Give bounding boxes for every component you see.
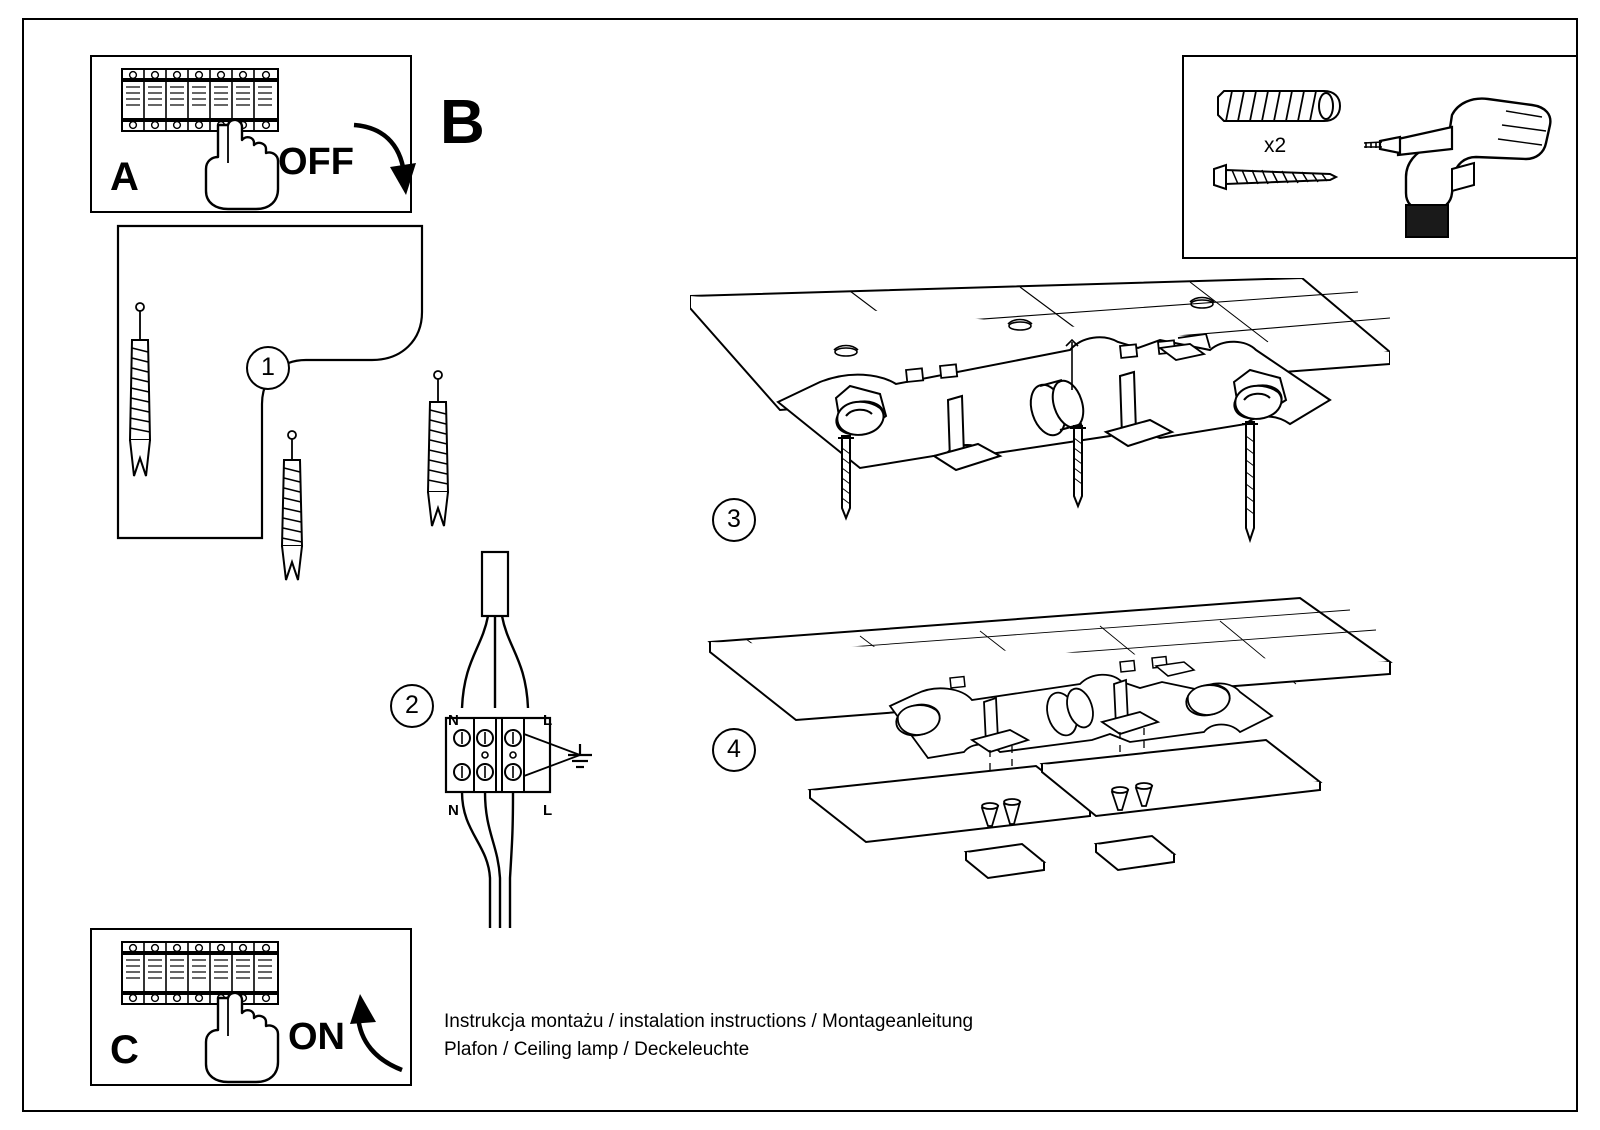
- terminal-label-l-top: L: [543, 712, 553, 729]
- step-1-callout: 1: [246, 346, 290, 390]
- step-3-callout: 3: [712, 498, 756, 542]
- step-a-box: [90, 55, 412, 213]
- terminal-label-n-top: N: [448, 712, 459, 729]
- power-drill-icon: [1356, 81, 1556, 241]
- dowel-center: [272, 428, 326, 588]
- step-c-label: C: [110, 1028, 139, 1072]
- quantity-label: x2: [1264, 134, 1287, 157]
- step3-ceiling-assembly: [690, 278, 1390, 568]
- hand-pointing-down-icon: [200, 117, 290, 212]
- step-b-label: B: [440, 88, 485, 157]
- step-c-box: [90, 928, 412, 1086]
- step-2-callout: 2: [390, 684, 434, 728]
- on-label: ON: [288, 1016, 345, 1058]
- terminal-label-l-bottom: L: [543, 802, 553, 819]
- terminal-label-n-bottom: N: [448, 802, 459, 819]
- wall-plug-icon: [1212, 85, 1342, 127]
- caption-line-1: Instrukcja montażu / instalation instructions / Montageanleitung: [444, 1011, 974, 1032]
- parts-box: [1182, 55, 1578, 259]
- step-4-callout: 4: [712, 728, 756, 772]
- curved-arrow-up-icon: [350, 990, 420, 1075]
- caption-line-2: Plafon / Ceiling lamp / Deckeleuchte: [444, 1039, 750, 1060]
- hand-pointing-up-icon: [200, 990, 290, 1085]
- screw-icon: [1210, 157, 1340, 197]
- dowel-left: [120, 300, 174, 490]
- curved-arrow-down-icon: [348, 119, 418, 204]
- step4-diffuser-assembly: [700, 580, 1400, 880]
- off-label: OFF: [278, 141, 354, 183]
- step-a-label: A: [110, 155, 139, 199]
- step2-wiring-diagram: [440, 548, 620, 948]
- dowel-right: [418, 368, 472, 536]
